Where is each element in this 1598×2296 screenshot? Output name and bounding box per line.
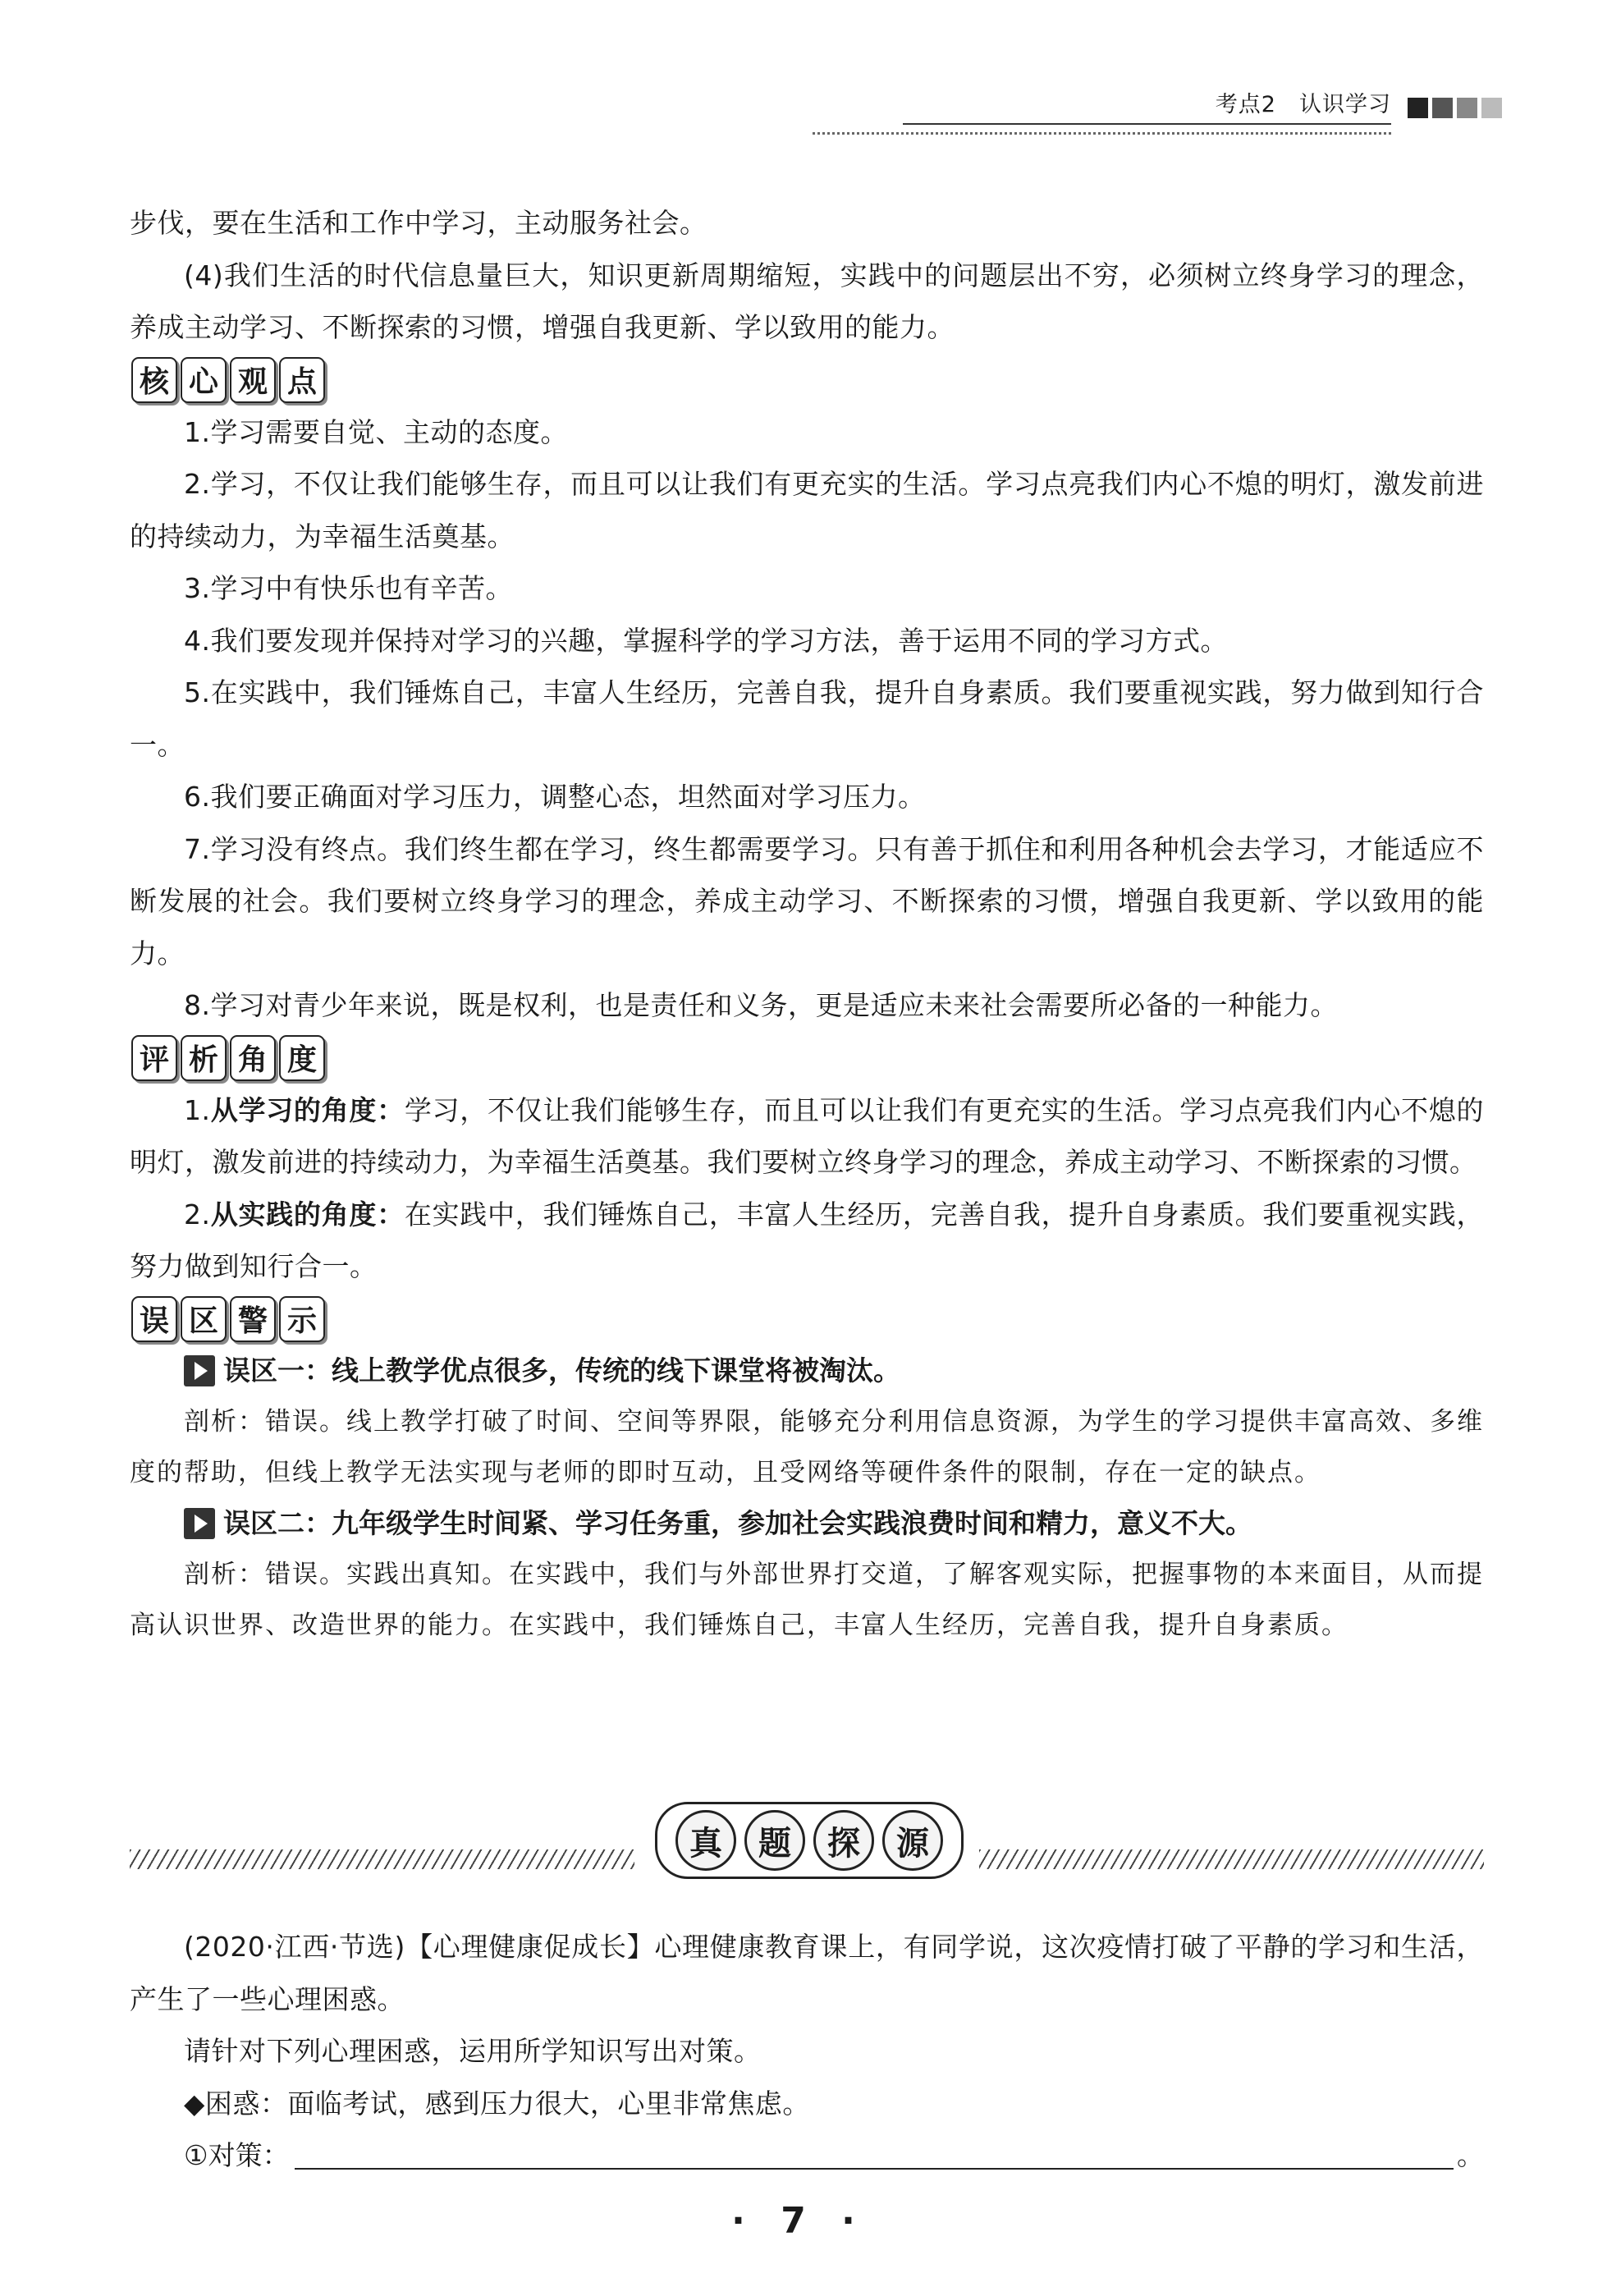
heading-char: 区 [181,1296,227,1342]
heading-char: 点 [279,357,325,403]
source-banner [130,1802,1484,1876]
banner-hatch-left [130,1849,634,1869]
core-point: 3.学习中有快乐也有辛苦。 [184,572,513,604]
analysis-text: 学习，不仅让我们能够生存，而且可以让我们有更充实的生活。学习点亮我们内心不熄的明灯，激发前进的持续动力，为幸福生活奠基。我们要树立终身学习的理念，养成主动学习、不断探索的习惯。 [130,1093,1485,1178]
mistake-analysis: 剖析：错误。实践出真知。在实践中，我们与外部世界打交道，了解客观实际，把握事物的本来面目，从而提高认识世界、改造世界的能力。在实践中，我们锤炼自己，丰富人生经历，完善自我，提升自身素质。 [130,1559,1484,1640]
play-icon [184,1355,215,1386]
analysis-item [130,1189,1484,1293]
core-point: 6.我们要正确面对学习压力，调整心态，坦然面对学习压力。 [184,781,926,813]
answer-blank[interactable] [295,2135,1454,2170]
banner-char: 题 [744,1810,805,1871]
main-content [130,197,1484,1651]
analysis-label: 从学习的角度： [210,1093,405,1126]
core-point: 5.在实践中，我们锤炼自己，丰富人生经历，完善自我，提升自身素质。我们要重视实践，努力做到知行合一。 [130,676,1484,761]
heading-char: 度 [279,1035,325,1081]
banner-title [655,1802,964,1879]
core-point: 4.我们要发现并保持对学习的兴趣，掌握科学的学习方法，善于运用不同的学习方式。 [184,624,1228,657]
banner-char: 源 [882,1810,943,1871]
header-square-1 [1408,98,1428,118]
mistakes-heading [131,1293,1484,1345]
page-number: · 7 · [731,2200,867,2242]
heading-char: 警 [230,1296,276,1342]
mistake-analysis: 剖析：错误。线上教学打破了时间、空间等界限，能够充分利用信息资源，为学生的学习提供丰富高效、多维度的帮助，但线上教学无法实现与老师的即时互动，且受网络等硬件条件的限制，存在一定的缺点。 [130,1406,1484,1487]
analysis-text: 在实践中，我们锤炼自己，丰富人生经历，完善自我，提升自身素质。我们要重视实践，努力做到知行合一。 [130,1198,1485,1282]
header-title: 考点2 认识学习 [1215,92,1391,117]
source-question-block [130,1921,1484,2181]
running-header [903,86,1527,135]
source-confusion: ◆困惑：面临考试，感到压力很大，心里非常焦虑。 [184,2087,810,2120]
answer-row [130,2129,1484,2181]
heading-char: 析 [181,1035,227,1081]
analysis-label: 从实践的角度： [210,1198,405,1230]
heading-char: 评 [131,1035,177,1081]
banner-char: 真 [675,1810,736,1871]
heading-char: 误 [131,1296,177,1342]
header-square-2 [1432,98,1453,118]
banner-hatch-right [979,1849,1484,1869]
core-point: 8.学习对青少年来说，既是权利，也是责任和义务，更是适应未来社会需要所必备的一种能力。 [184,989,1338,1021]
analysis-num: 1. [184,1093,211,1126]
intro-paragraph-1: 步伐，要在生活和工作中学习，主动服务社会。 [130,207,707,239]
mistake-title: 误区一：线上教学优点很多，传统的线下课堂将被淘汰。 [130,1345,1484,1396]
core-points-heading [131,354,1484,406]
core-point: 7.学习没有终点。我们终生都在学习，终生都需要学习。只有善于抓住和利用各种机会去学习，才能适应不断发展的社会。我们要树立终身学习的理念，养成主动学习、不断探索的习惯，增强自我更新、学以致用的能力。 [130,832,1484,969]
analysis-heading [131,1032,1484,1084]
analysis-item [130,1084,1484,1189]
heading-char: 观 [230,357,276,403]
header-square-3 [1457,98,1477,118]
intro-paragraph-2: (4)我们生活的时代信息量巨大，知识更新周期缩短，实践中的问题层出不穷，必须树立终身学习的理念，养成主动学习、不断探索的习惯，增强自我更新、学以致用的能力。 [130,259,1484,343]
heading-char: 心 [181,357,227,403]
heading-char: 核 [131,357,177,403]
mistake-title: 误区二：九年级学生时间紧、学习任务重，参加社会实践浪费时间和精力，意义不大。 [130,1498,1484,1549]
source-instruction: 请针对下列心理困惑，运用所学知识写出对策。 [184,2035,762,2067]
core-point: 1.学习需要自觉、主动的态度。 [184,415,568,448]
header-rule [903,123,1391,125]
header-dotted-rule [813,132,1391,135]
play-icon [184,1508,215,1539]
answer-end: 。 [1457,2139,1484,2171]
source-question: (2020·江西·节选)【心理健康促成长】心理健康教育课上，有同学说，这次疫情打破了平静的学习和生活，产生了一些心理困惑。 [130,1931,1484,2015]
heading-char: 示 [279,1296,325,1342]
header-squares [1408,98,1502,118]
answer-label: ①对策： [184,2139,290,2171]
analysis-num: 2. [184,1198,211,1230]
banner-char: 探 [813,1810,874,1871]
core-point: 2.学习，不仅让我们能够生存，而且可以让我们有更充实的生活。学习点亮我们内心不熄的明灯，激发前进的持续动力，为幸福生活奠基。 [130,468,1484,552]
header-square-4 [1481,98,1502,118]
heading-char: 角 [230,1035,276,1081]
